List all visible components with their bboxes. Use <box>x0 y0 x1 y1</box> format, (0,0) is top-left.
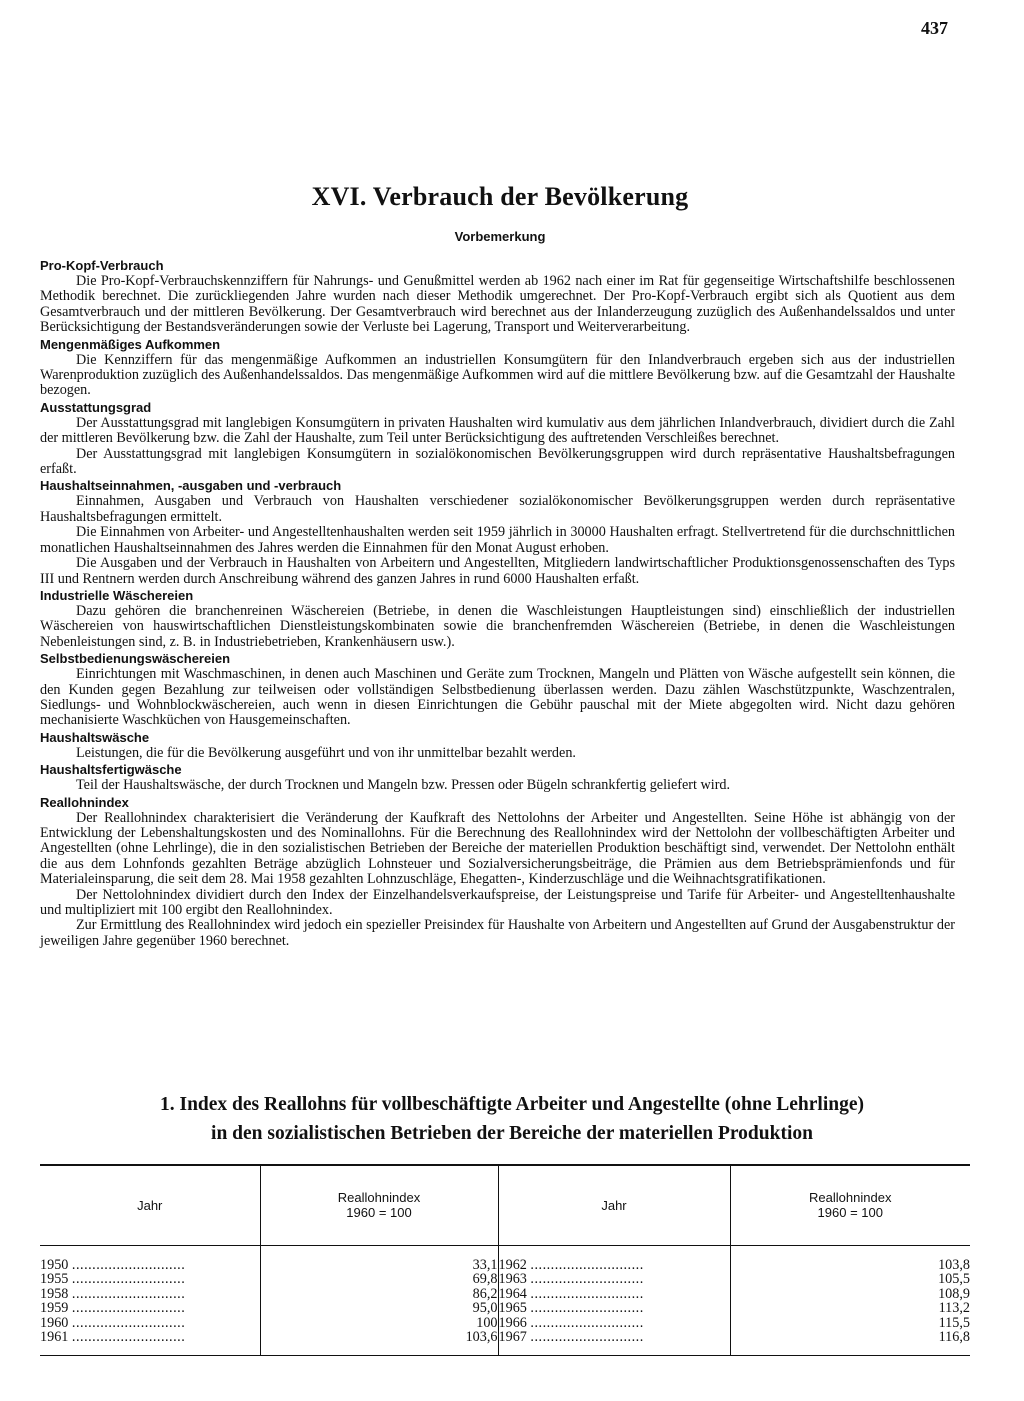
preface-subtitle: Vorbemerkung <box>454 229 546 244</box>
table-row <box>40 1272 970 1287</box>
section-heading: Haushaltseinnahmen, -ausgaben und -verbrauch <box>40 478 342 494</box>
year-cell <box>40 1316 260 1331</box>
year-label: 1964 <box>498 1286 527 1302</box>
year-label: 1960 <box>40 1315 69 1331</box>
index-value: 69,8 <box>260 1272 498 1287</box>
year-label: 1959 <box>40 1301 69 1316</box>
section-heading: Reallohnindex <box>40 794 129 810</box>
index-value: 105,5 <box>730 1272 970 1287</box>
year-label: 1966 <box>498 1315 527 1331</box>
section-haushaltswaesche <box>40 729 955 761</box>
section-paragraph: Teil der Haushaltswäsche, der durch Trocknen und Mangeln bzw. Pressen oder Bügeln schrankfertig geliefert wird. <box>76 777 731 794</box>
table-title-line: 1. Index des Reallohns für vollbeschäftigte Arbeiter und Angestellte (ohne Lehrlinge) <box>160 1094 864 1115</box>
page-number: 437 <box>921 18 948 38</box>
index-value: 108,9 <box>730 1287 970 1302</box>
column-header-index-base: 1960 = 100 <box>817 1205 883 1221</box>
index-value: 100 <box>260 1316 498 1331</box>
table-row <box>40 1287 970 1302</box>
section-paragraph: Die Pro-Kopf-Verbrauchskennziffern für Nahrungs- und Genußmittel werden ab 1962 nach einer im Rat für gegenseitige Wirtschaftshilfe beschlossenen Methodik berechnet. Die zurückliegenden Jahre wurden nach dieser Methodik umgerechnet. Der Pro-Kopf-Verbrauch ergibt sich als Quotient aus dem Gesamtverbrauch und der mittleren Bevölkerung. Der Gesamtverbrauch wird berechnet aus der Inlanderzeugung zuzüglich des Außenhandelssaldos und unter Berücksichtigung der Bestandsveränderungen sowie der Verluste bei Lagerung, Transport und Weiterverarbeitung. <box>40 273 955 336</box>
section-paragraph: Die Einnahmen von Arbeiter- und Angestelltenhaushalten werden seit 1959 jährlich in 30000 Haushalten erfragt. Stellvertretend für die durchschnittlichen monatlichen Haushaltseinnahmen des Jahres werden die Einnahmen für den Monat August erhoben. <box>40 524 955 556</box>
column-header-index <box>730 1165 970 1245</box>
year-cell <box>498 1301 730 1316</box>
table-row <box>40 1301 970 1316</box>
table-row <box>40 1316 970 1331</box>
year-label: 1958 <box>40 1286 69 1302</box>
section-paragraph: Der Nettolohnindex dividiert durch den Index der Einzelhandelsverkaufspreise, der Leistungspreise und Tarife für Arbeiter- und Angestelltenhaushalte und multipliziert mit 100 ergibt den Reallohnindex. <box>40 886 955 918</box>
year-label: 1963 <box>498 1272 527 1287</box>
leader-dots: ............................ <box>530 1257 644 1273</box>
table-row <box>40 1330 970 1345</box>
index-value: 103,6 <box>260 1330 498 1345</box>
year-label: 1955 <box>40 1272 69 1287</box>
section-ausstattungsgrad <box>40 399 955 478</box>
year-label: 1962 <box>498 1257 527 1273</box>
reallohn-table-wrap <box>40 1164 970 1356</box>
table-row <box>40 1258 970 1273</box>
section-mengenmaessiges-aufkommen <box>40 336 955 399</box>
index-value: 113,2 <box>730 1301 970 1316</box>
index-value: 33,1 <box>260 1258 498 1273</box>
year-label: 1950 <box>40 1257 69 1273</box>
section-heading: Industrielle Wäschereien <box>40 587 194 603</box>
table-spacer-row <box>40 1245 970 1258</box>
section-reallohnindex <box>40 794 955 950</box>
leader-dots: ............................ <box>530 1286 644 1302</box>
column-header-year: Jahr <box>498 1165 730 1245</box>
year-cell <box>498 1258 730 1273</box>
section-haushaltsfertigwaesche <box>40 761 955 793</box>
leader-dots: ............................ <box>71 1301 186 1316</box>
column-header-index-line: Reallohnindex <box>337 1190 421 1206</box>
year-label: 1967 <box>498 1330 527 1346</box>
year-label: 1965 <box>498 1301 527 1316</box>
column-header-index-line: Reallohnindex <box>809 1190 892 1206</box>
leader-dots: ............................ <box>530 1315 644 1331</box>
index-value: 95,0 <box>260 1301 498 1316</box>
index-value: 86,2 <box>260 1287 498 1302</box>
section-paragraph: Einrichtungen mit Waschmaschinen, in denen auch Maschinen und Geräte zum Trocknen, Mangeln und Plätten von Wäsche aufgestellt sein können, die den Kunden gegen Bezahlung zur teilweisen oder vollständigen Selbstbedienung überlassen werden. Dazu zählen Waschstützpunkte, Waschzentralen, Siedlungs- und Wohnblockwäschereien, auch wenn in diesen Einrichtungen die Gebühr pauschal mit der Miete abgegolten wird. Nicht dazu gehören mechanisierte Waschküchen von Hausgemeinschaften. <box>40 666 955 729</box>
year-cell <box>40 1258 260 1273</box>
leader-dots: ............................ <box>530 1301 644 1316</box>
section-heading: Pro-Kopf-Verbrauch <box>40 258 164 273</box>
leader-dots: ............................ <box>71 1257 186 1273</box>
section-paragraph: Leistungen, die für die Bevölkerung ausgeführt und von ihr unmittelbar bezahlt werden. <box>76 744 576 761</box>
table-bottom-rule <box>40 1345 970 1356</box>
year-cell <box>498 1316 730 1331</box>
year-cell <box>498 1287 730 1302</box>
preface-sections <box>40 257 955 949</box>
year-cell <box>40 1301 260 1316</box>
section-selbstbedienungswaeschereien <box>40 650 955 729</box>
index-value: 115,5 <box>730 1316 970 1331</box>
year-cell <box>498 1272 730 1287</box>
chapter-title: XVI. Verbrauch der Bevölkerung <box>311 182 689 211</box>
section-industrielle-waeschereien <box>40 587 955 650</box>
section-paragraph: Dazu gehören die branchenreinen Wäschereien (Betriebe, in denen die Waschleistungen Hauptleistungen sind) einschließlich der industriellen Wäschereien von hauswirtschaftlichen Dienstleistungskombinaten sowie die branchenfremden Wäschereien (Betriebe, in denen die Waschleistungen Nebenleistungen sind, z. B. in Industriebetrieben, Krankenhäusern usw.). <box>40 602 955 650</box>
column-header-year: Jahr <box>137 1197 163 1213</box>
year-cell <box>40 1330 260 1345</box>
section-heading: Haushaltsfertigwäsche <box>40 762 182 778</box>
leader-dots: ............................ <box>71 1286 186 1302</box>
section-paragraph: Die Ausgaben und der Verbrauch in Haushalten von Arbeitern und Angestellten, Mitgliedern landwirtschaftlicher Produktionsgenossenschaften des Typs III und Rentnern werden durch Anschreibung während des ganzen Jahres in rund 6000 Haushalten erfaßt. <box>40 555 955 587</box>
reallohn-table <box>40 1164 970 1356</box>
table-header-row <box>40 1165 970 1245</box>
section-paragraph: Zur Ermittlung des Reallohnindex wird jedoch ein spezieller Preisindex für Haushalte von Arbeitern und Angestellten auf Grund der Ausgabenstruktur der jeweiligen Jahre gegenüber 1960 berechnet. <box>40 917 955 949</box>
section-paragraph: Der Ausstattungsgrad mit langlebigen Konsumgütern in privaten Haushalten wird kumulativ aus dem jährlichen Inlandverbrauch, dividiert durch die Zahl der mittleren Bevölkerung bzw. die Zahl der Haushalte, zum Teil unter Berücksichtigung des auftretenden Verschleißes berechnet. <box>40 414 955 447</box>
leader-dots: ............................ <box>530 1272 644 1287</box>
year-cell <box>498 1330 730 1345</box>
section-pro-kopf-verbrauch <box>40 257 955 336</box>
table-title-line: in den sozialistischen Betrieben der Bereiche der materiellen Produktion <box>211 1123 813 1144</box>
leader-dots: ............................ <box>71 1315 186 1331</box>
leader-dots: ............................ <box>71 1272 186 1287</box>
section-haushaltseinnahmen <box>40 477 955 586</box>
index-value: 103,8 <box>730 1258 970 1273</box>
leader-dots: ............................ <box>71 1330 186 1346</box>
section-paragraph: Einnahmen, Ausgaben und Verbrauch von Haushalten verschiedener sozialökonomischer Bevölkerungsgruppen werden durch repräsentative Haushaltsbefragungen ermittelt. <box>40 493 955 525</box>
year-cell <box>40 1272 260 1287</box>
section-paragraph: Die Kennziffern für das mengenmäßige Aufkommen an industriellen Konsumgütern für den Inlandverbrauch ergeben sich aus der industriellen Warenproduktion zuzüglich des Außenhandelssaldos. Das mengenmäßige Aufkommen wird auf die mittlere Bevölkerung bzw. auf die Gesamtzahl der Haushalte bezogen. <box>40 351 955 399</box>
year-label: 1961 <box>40 1330 69 1346</box>
column-header-index <box>260 1165 498 1245</box>
section-heading: Mengenmäßiges Aufkommen <box>40 336 221 352</box>
section-heading: Haushaltswäsche <box>40 729 150 745</box>
year-cell <box>40 1287 260 1302</box>
section-paragraph: Der Ausstattungsgrad mit langlebigen Konsumgütern in sozialökonomischen Bevölkerungsgruppen wird durch repräsentative Haushaltsbefragungen erfaßt. <box>40 445 955 478</box>
table-title <box>0 1090 1024 1148</box>
section-heading: Selbstbedienungswäschereien <box>40 651 231 667</box>
column-header-index-base: 1960 = 100 <box>346 1205 412 1221</box>
index-value: 116,8 <box>730 1330 970 1345</box>
leader-dots: ............................ <box>530 1330 644 1346</box>
section-heading: Ausstattungsgrad <box>40 399 152 415</box>
section-paragraph: Der Reallohnindex charakterisiert die Veränderung der Kaufkraft des Nettolohns der Arbeiter und Angestellten. Seine Höhe ist abhängig von der Entwicklung der Lebenshaltungskosten und des Nominallohns. Für die Berechnung des Reallohnindex wird der Nettolohn der vollbeschäftigten Arbeiter und Angestellten (ohne Lehrlinge), die in den sozialistischen Betrieben der Bereiche der materiellen Produktion beschäftigt sind, verwendet. Der Nettolohn enthält die aus dem Lohnfonds gezahlten Beträge abzüglich Lohnsteuer und Sozialversicherungsbeiträge, die Prämien aus dem Betriebsprämienfonds und für Materialeinsparung, die seit dem 28. Mai 1958 gezahlten Lohnzuschläge, Ehegatten-, Kinderzuschläge und die Weihnachtsgratifikationen. <box>40 809 955 888</box>
